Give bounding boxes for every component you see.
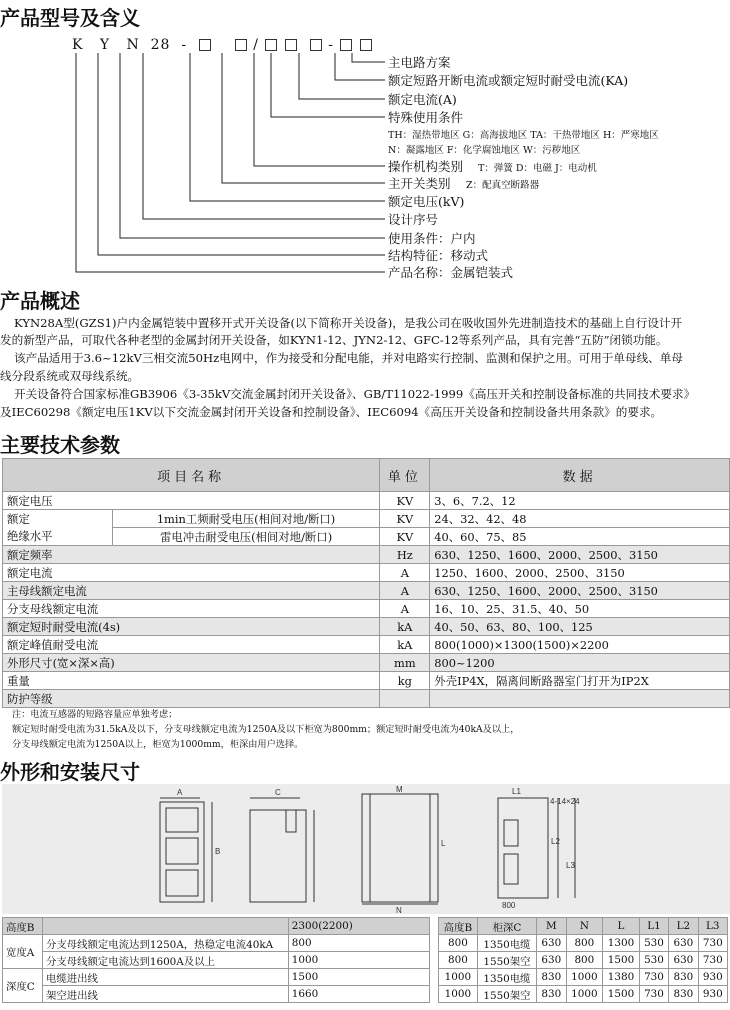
overview-line-3: 该产品适用于3.6~12kV三相交流50Hz电网中，作为接受和分配电能，并对电路实行控制、监测和保护之用。可用于单母线、单母: [14, 351, 683, 365]
dim-label-l1: L1: [512, 787, 521, 796]
cell: 630: [537, 935, 566, 952]
cell: 1000: [439, 986, 478, 1003]
param-value: 16、10、25、31.5、40、50: [430, 600, 730, 618]
cell: 630: [669, 952, 698, 969]
table-row: [3, 918, 430, 935]
cell: 1500: [603, 986, 640, 1003]
code-n: N: [126, 37, 140, 53]
depth-value: 1660: [288, 986, 429, 1003]
depth-condition: 架空进出线: [42, 986, 288, 1003]
param-unit: KV: [380, 510, 430, 528]
param-value: 630、1250、1600、2000、2500、3150: [430, 582, 730, 600]
table-row: [3, 636, 730, 654]
table-row: [3, 492, 730, 510]
param-unit: A: [380, 600, 430, 618]
width-value: 1000: [288, 952, 429, 969]
legend-main-switch: 主开关类别: [388, 176, 451, 191]
cabinet-drawings-svg: [0, 784, 730, 914]
param-name: 额定频率: [3, 546, 380, 564]
cell: 930: [698, 969, 727, 986]
table-row: [3, 618, 730, 636]
dim-label-n: N: [396, 906, 402, 914]
col-header: L3: [698, 918, 727, 935]
param-unit: kA: [380, 636, 430, 654]
legend-use-condition: 使用条件：户内: [388, 231, 476, 246]
overview-line-2: 发的新型产品，可取代各种老型的金属封闭开关设备，如KYN1-12、JYN2-12、GFC-12等系列产品，具有完善“五防”闭锁功能。: [0, 333, 668, 347]
param-unit: KV: [380, 528, 430, 546]
table-row: [439, 935, 728, 952]
param-value: 40、60、75、85: [430, 528, 730, 546]
cell: 830: [537, 986, 566, 1003]
section-title-overview: 产品概述: [0, 289, 80, 313]
overview-line-5: 开关设备符合国家标准GB3906《3-35kV交流金属封闭开关设备》、GB/T11022-1999《高压开关和控制设备标准的共同技术要求》: [14, 387, 696, 401]
code-k: K: [72, 37, 84, 53]
param-unit: kA: [380, 618, 430, 636]
cell: 1380: [603, 969, 640, 986]
cell: 1000: [439, 969, 478, 986]
cell: 730: [639, 986, 668, 1003]
legend-structure: 结构特征：移动式: [388, 248, 489, 263]
code-slash: /: [253, 37, 259, 53]
section-title-model: 产品型号及含义: [0, 6, 140, 30]
param-name: 主母线额定电流: [3, 582, 380, 600]
note-line-3: 分支母线额定电流为1250A以上，柜宽为1000mm，柜深由用户选择。: [12, 739, 304, 750]
param-name: 外形尺寸(宽×深×高): [3, 654, 380, 672]
legend-rated-voltage: 额定电压(kV): [388, 194, 465, 209]
param-name: 分支母线额定电流: [3, 600, 380, 618]
table-row: [3, 510, 730, 528]
legend-special-conditions: 特殊使用条件: [388, 110, 464, 125]
param-value: 800(1000)×1300(1500)×2200: [430, 636, 730, 654]
frame-view: [362, 794, 438, 904]
table-row: [3, 690, 730, 708]
cell: 1550架空: [477, 986, 536, 1003]
legend-product-name: 产品名称：金属铠装式: [388, 265, 514, 280]
table-row: [3, 935, 430, 952]
cell: 730: [639, 969, 668, 986]
overview-line-6: 及IEC60298《额定电压1KV以下交流金属封闭开关设备和控制设备》、IEC6094《高压开关设备和控制设备共用条款》的要求。: [0, 405, 663, 419]
cell: 530: [639, 952, 668, 969]
legend-main-switch-detail: Z：配真空断路器: [466, 180, 540, 191]
cell: 800: [439, 952, 478, 969]
note-line-2: 额定短时耐受电流为31.5kA及以下，分支母线额定电流为1250A及以下柜宽为800mm；额定短时耐受电流为40kA及以上，: [12, 724, 520, 735]
floor-plan-view: [498, 798, 575, 898]
code-dash2: -: [328, 37, 334, 53]
cell: 830: [537, 969, 566, 986]
table-row: [439, 986, 728, 1003]
table-row: [3, 969, 430, 986]
dim-label-c: C: [275, 788, 281, 797]
param-name: 额定峰值耐受电流: [3, 636, 380, 654]
param-value: 24、32、42、48: [430, 510, 730, 528]
width-condition: 分支母线额定电流达到1600A及以上: [42, 952, 288, 969]
params-header-data: 数据: [430, 459, 730, 492]
legend-mechanism: 操作机构类别: [388, 159, 464, 174]
param-name: 重量: [3, 672, 380, 690]
section-title-params: 主要技术参数: [0, 433, 120, 457]
param-unit: A: [380, 564, 430, 582]
cell: 830: [669, 969, 698, 986]
cell: 1550架空: [477, 952, 536, 969]
height-spacer: [42, 918, 288, 935]
code-y: Y: [99, 37, 111, 53]
table-row: [3, 564, 730, 582]
param-value: 800~1200: [430, 654, 730, 672]
note-line-1: 注：电流互感器的短路容量应单独考虑；: [12, 709, 178, 720]
depth-value: 1500: [288, 969, 429, 986]
table-row: [3, 672, 730, 690]
cell: 1000: [566, 986, 603, 1003]
cell: 630: [537, 952, 566, 969]
legend-special-detail-2: N：凝露地区 F：化学腐蚀地区 W：污秽地区: [388, 145, 581, 156]
table-row: [3, 600, 730, 618]
col-header: L1: [639, 918, 668, 935]
depth-condition: 电缆进出线: [42, 969, 288, 986]
param-unit: mm: [380, 654, 430, 672]
col-header: 柜深C: [477, 918, 536, 935]
legend-design-no: 设计序号: [388, 212, 439, 227]
cell: 1300: [603, 935, 640, 952]
table-row: [3, 654, 730, 672]
params-table: [2, 458, 730, 708]
depth-label: 深度C: [3, 969, 43, 1003]
section-title-dims: 外形和安装尺寸: [0, 760, 140, 784]
col-header: L: [603, 918, 640, 935]
param-unit: Hz: [380, 546, 430, 564]
param-name: 额定电压: [3, 492, 380, 510]
param-name: 1min工频耐受电压(相间对地/断口): [112, 510, 380, 528]
dim-label-800: 800: [502, 901, 516, 910]
col-header: M: [537, 918, 566, 935]
width-label: 宽度A: [3, 935, 43, 969]
table-row: [439, 969, 728, 986]
width-value: 800: [288, 935, 429, 952]
param-name: 雷电冲击耐受电压(相间对地/断口): [112, 528, 380, 546]
cell: 1350电缆: [477, 935, 536, 952]
table-row: [439, 952, 728, 969]
insulation-label-2: 绝缘水平: [7, 528, 53, 543]
table-row: [3, 546, 730, 564]
code-num: 28: [150, 37, 171, 53]
cell: 530: [639, 935, 668, 952]
dim-label-l: L: [441, 839, 446, 848]
param-value: [430, 690, 730, 708]
param-unit: [380, 690, 430, 708]
insulation-label: [3, 510, 113, 546]
table-row: [3, 952, 430, 969]
overview-line-1: KYN28A型(GZS1)户内金属铠装中置移开式开关设备(以下简称开关设备)，是我公司在吸收国外先进制造技术的基础上自行设计开: [14, 316, 683, 330]
insulation-label-1: 额定: [7, 511, 30, 526]
param-name: 防护等级: [3, 690, 380, 708]
legend-short-circuit: 额定短路开断电流或额定短时耐受电流(KA): [388, 73, 629, 88]
cell: 1500: [603, 952, 640, 969]
param-unit: A: [380, 582, 430, 600]
param-unit: kg: [380, 672, 430, 690]
installation-size-table: [438, 917, 728, 1003]
col-header: 高度B: [439, 918, 478, 935]
front-view: [160, 798, 212, 902]
legend-special-detail-1: TH：湿热带地区 G：高海拔地区 TA：干热带地区 H：严寒地区: [388, 130, 659, 141]
table-row: [3, 986, 430, 1003]
dim-label-l2: L2: [551, 837, 560, 846]
cell: 630: [669, 935, 698, 952]
param-value: 外壳IP4X，隔离间断路器室门打开为IP2X: [430, 672, 730, 690]
overview-line-4: 线分段系统或双母线系统。: [0, 369, 140, 383]
param-value: 1250、1600、2000、2500、3150: [430, 564, 730, 582]
params-header-item: 项目名称: [3, 459, 380, 492]
cell: 830: [669, 986, 698, 1003]
cell: 730: [698, 935, 727, 952]
table-row: [3, 582, 730, 600]
params-header-row: [3, 459, 730, 492]
dim-label-holes: 4-14×24: [550, 797, 580, 806]
dim-label-l3: L3: [566, 861, 575, 870]
dim-label-m: M: [396, 785, 403, 794]
legend-rated-current: 额定电流(A): [388, 92, 457, 107]
col-header: L2: [669, 918, 698, 935]
param-value: 40、50、63、80、100、125: [430, 618, 730, 636]
height-label: 高度B: [3, 918, 43, 935]
code-dash1: -: [181, 37, 188, 53]
dim-label-a: A: [177, 788, 183, 797]
legend-mechanism-detail: T：弹簧 D：电磁 J：电动机: [478, 163, 597, 174]
param-name: 额定电流: [3, 564, 380, 582]
param-name: 额定短时耐受电流(4s): [3, 618, 380, 636]
params-header-unit: 单位: [380, 459, 430, 492]
param-value: 3、6、7.2、12: [430, 492, 730, 510]
cell: 800: [566, 935, 603, 952]
table-row: [3, 528, 730, 546]
cell: 800: [439, 935, 478, 952]
legend-main-circuit: 主电路方案: [388, 55, 451, 70]
dim-label-b: B: [215, 847, 221, 856]
table-row: [439, 918, 728, 935]
cell: 1000: [566, 969, 603, 986]
height-value: 2300(2200): [288, 918, 429, 935]
param-value: 630、1250、1600、2000、2500、3150: [430, 546, 730, 564]
param-unit: KV: [380, 492, 430, 510]
cell: 930: [698, 986, 727, 1003]
width-condition: 分支母线额定电流达到1250A，热稳定电流40kA: [42, 935, 288, 952]
cell: 730: [698, 952, 727, 969]
col-header: N: [566, 918, 603, 935]
model-leader-lines: [0, 0, 730, 290]
cell: 800: [566, 952, 603, 969]
cell: 1350电缆: [477, 969, 536, 986]
side-view: [250, 798, 314, 902]
cabinet-size-table: [2, 917, 430, 1003]
